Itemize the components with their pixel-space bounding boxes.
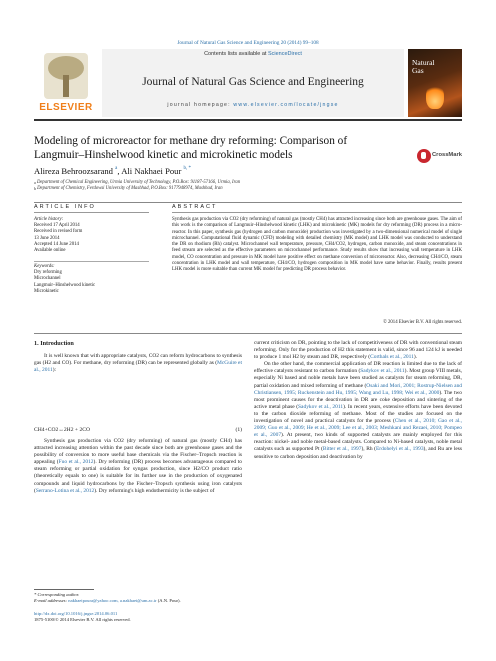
journal-homepage: journal homepage: www.elsevier.com/locate/jngse [167, 102, 339, 108]
doi-link[interactable]: http://dx.doi.org/10.1016/j.jngse.2014.06.011 [34, 611, 118, 616]
citation-link[interactable]: Serrano-Lotina et al., 2012 [35, 487, 95, 494]
masthead [34, 49, 462, 117]
crossmark-badge[interactable] [417, 149, 463, 167]
citation-link[interactable]: Corthals et al., 2011 [370, 354, 414, 361]
affiliation: a Department of Chemical Engineering, Urmia University of Technology, P.O.Box: 91187-57166, Urmia, Iran [34, 180, 241, 185]
elsevier-tree-icon [44, 53, 88, 99]
article-history: Article history: Received 17 April 2014 Received in revised form 13 June 2014 Accepted 14 June 2014 Available online [34, 217, 83, 254]
citation-link[interactable]: Bitter et al., 1997 [322, 446, 362, 453]
email-link[interactable]: nakhaeipoura@yahoo.com, a.nakhaei@um.ac.ir [68, 598, 157, 603]
abstract-heading: ABSTRACT [172, 204, 218, 210]
divider [34, 119, 462, 121]
journal-cover[interactable] [408, 49, 462, 117]
divider [34, 261, 149, 262]
journal-reference[interactable]: Journal of Natural Gas Science and Engineering 20 (2014) 99–108 [177, 40, 319, 46]
divider [34, 212, 149, 213]
publisher-name: ELSEVIER [39, 102, 93, 113]
divider [172, 212, 462, 213]
citation-link[interactable]: Sadykov et al., 2011 [298, 403, 344, 410]
citation-link[interactable]: Osaki and Mori, 2001; Rostrup-Nielsen and Christiansen, 1995; Ruckenstein and Hu, 1995; Wang and Lu, 1998; Wei et al., 2000 [254, 382, 463, 396]
copyright: © 2014 Elsevier B.V. All rights reserved. [383, 320, 462, 325]
keyword: Microchannel [34, 276, 61, 282]
citation-link[interactable]: McGuire et al., 2011 [34, 360, 242, 374]
issn-line: 1875-5100/© 2014 Elsevier B.V. All rights reserved. [34, 617, 131, 622]
flame-icon [426, 83, 444, 109]
keyword: Langmuir–Hinshelwood kinetic [34, 282, 96, 288]
author-name[interactable]: Ali Nakhaei Pour [121, 166, 184, 176]
intro-right-column: current criticism on DR, pointing to the lack of competitiveness of DR with conventional steam reforming. Only for the production of H2 this statement is valid, since 96 and 124 kJ is needed to produce 1 mol H2 by steam and DR, respectively (Corthals et al., 2011). On the other hand, the commercial application of DR reaction is limited due to the lack of effective catalysts resistant to carbon formation (Sadykov et al., 2011). Most group VIII metals, especially Ni based and noble metals have been studied as catalysts for steam reforming, DR, partial oxidation and mixed reforming of methane (Osaki and Mori, 2001; Rostrup-Nielsen and Christiansen, 1995; Ruckenstein and Hu, 1995; Wang and Lu, 1998; Wei et al., 2000). The two most prominent causes for the deactivation in DR are coke deposition and sintering of the active metal phase (Sadykov et al., 2011). In recent years, extensive efforts have been devoted to the carbon dioxide reforming of methane. Most of the studies are focused on the investigation of novel and practical catalysts for the process (Chen et al., 2010; Gao et al., 2009; Guo et al., 2009; He et al., 2009; Lee et al., 2003; Meshkani and Rezaei, 2010; Pompeo et al., 2007). At present, two kinds of supported catalysts are mainly employed for this reaction: nickel- and noble metal-based catalysts. Compared to Ni-based catalysts, noble metal catalysts such as supported Pt (Bitter et al., 1997), Rh (Erdohelyi et al., 1993), and Ru are less sensitive to carbon deposition and deactivation by [254, 340, 463, 460]
crossmark-label: CrossMark [432, 152, 462, 158]
intro-paragraph: It is well known that with appropriate catalysts, CO2 can reform hydrocarbons to synthesis gas (H2 and CO). For methane, dry reforming (DR) can be represented globally as (McGuire et al., 2011): [34, 353, 242, 374]
author-name[interactable]: Alireza Behroozsarand [34, 166, 116, 176]
keyword: Dry reforming [34, 270, 62, 276]
footnote: * Corresponding author. E-mail addresses: nakhaeipoura@yahoo.com, a.nakhaei@um.ac.ir (A.N. Pour). [34, 592, 181, 603]
keyword: Microkinetic [34, 288, 59, 294]
contents-line: Contents lists available at ScienceDirect [204, 51, 302, 57]
divider [34, 202, 462, 203]
abstract-text: Synthesis gas production via CO2 (dry reforming) of natural gas (mostly CH4) has attracted increasing since both are greenhouse gases. The aim of this work is the comparison of Langmuir–Hinshelwood kinetic (LHK) and microkinetic (MK) models for dry reforming (DR) process in a micro-reactor. In this paper, synthesis gas (hydrogen and carbon monoxide) production was investigated by a two-dimensional numerical model of single microchannel. Computational fluid dynamic (CFD) modeling with detailed chemistry (MK model) and LHK model was conducted to understand the DR on rhodium (Rh) catalyst. Microchannel wall temperature, pressure, CH4/CO2, hydrogen, carbon monoxide, and steam concentrations in feed stream are selected as the effective parameters on microchannel performance. Study results show that increasing wall temperature in LHK model, CO concentration and pressure in MK model have positive effect on methane conversion of microreactor. Also, decreasing CH4/CO, steam concentration in LHK model and wall temperature, CH4/CO, hydrogen composition in MK model have same behavior. Finally, results present LHK model is more suitable than current MK model for predicting DR process behavior. [172, 217, 462, 273]
journal-title: Journal of Natural Gas Science and Engineering [142, 76, 364, 88]
citation-link[interactable]: Chen et al., 2010; Gao et al., 2009; Guo et al., 2009; He et al., 2009; Lee et al., 2003; Meshkani and Rezaei, 2010; Pompeo et al., 2007 [254, 418, 462, 439]
homepage-link[interactable]: www.elsevier.com/locate/jngse [233, 102, 339, 108]
equation-number: (1) [235, 427, 242, 433]
divider [34, 333, 462, 334]
author-list: Alireza Behroozsarand $^a$, Ali Nakhaei Pour $^{b, *}$ [34, 166, 191, 176]
affiliation-marker[interactable]: b, * [183, 166, 191, 171]
article-title: Modeling of microreactor for methane dry reforming: Comparison of Langmuir–Hinshelwood kinetic and microkinetic models [34, 135, 348, 161]
citation-link[interactable]: Erdohelyi et al., 1993 [375, 446, 424, 453]
equation: CH4+CO2↔2H2 + 2CO (1) [34, 427, 242, 433]
citation-link[interactable]: Fuo et al., 2012 [58, 459, 94, 466]
affiliation-marker[interactable]: a [115, 166, 118, 171]
intro-paragraph: Synthesis gas production via CO2 (dry reforming) of natural gas (mostly CH4) has attracted increasing attention within the past decade since both are greenhouse gases and the possibility of conversion to more useful base chemicals via the Fischer–Tropsch reaction is appealing (Fuo et al., 2012). Dry reforming (DR) process becomes advantageous compared to steam reforming or partial oxidation for syngas production, since H2/CO product ratio (theoretically equals to one) is suitable for its further use in the production of oxygenated compounds and liquid hydrocarbons by the Fischer–Tropsch synthesis using iron catalysts (Serrano-Lotina et al., 2012). Dry reforming's high endothermicity is the subject of [34, 438, 242, 494]
journal-banner [102, 49, 404, 117]
affiliation: b Department of Chemistry, Ferdowsi University of Mashhad, P.O.Box: 9177948974, Mashhad, Iran [34, 186, 223, 191]
cover-title: Natural Gas [412, 58, 435, 75]
sciencedirect-link[interactable]: ScienceDirect [267, 51, 302, 57]
article-info-heading: ARTICLE INFO [34, 204, 96, 210]
divider [34, 589, 94, 590]
citation-link[interactable]: Sadykov et al., 2011 [360, 368, 405, 375]
elsevier-logo[interactable] [34, 49, 98, 117]
section-heading: 1. Introduction [34, 340, 74, 347]
keywords: Keywords: Dry reforming Microchannel Langmuir–Hinshelwood kinetic Microkinetic [34, 264, 149, 295]
crossmark-icon [417, 149, 431, 163]
